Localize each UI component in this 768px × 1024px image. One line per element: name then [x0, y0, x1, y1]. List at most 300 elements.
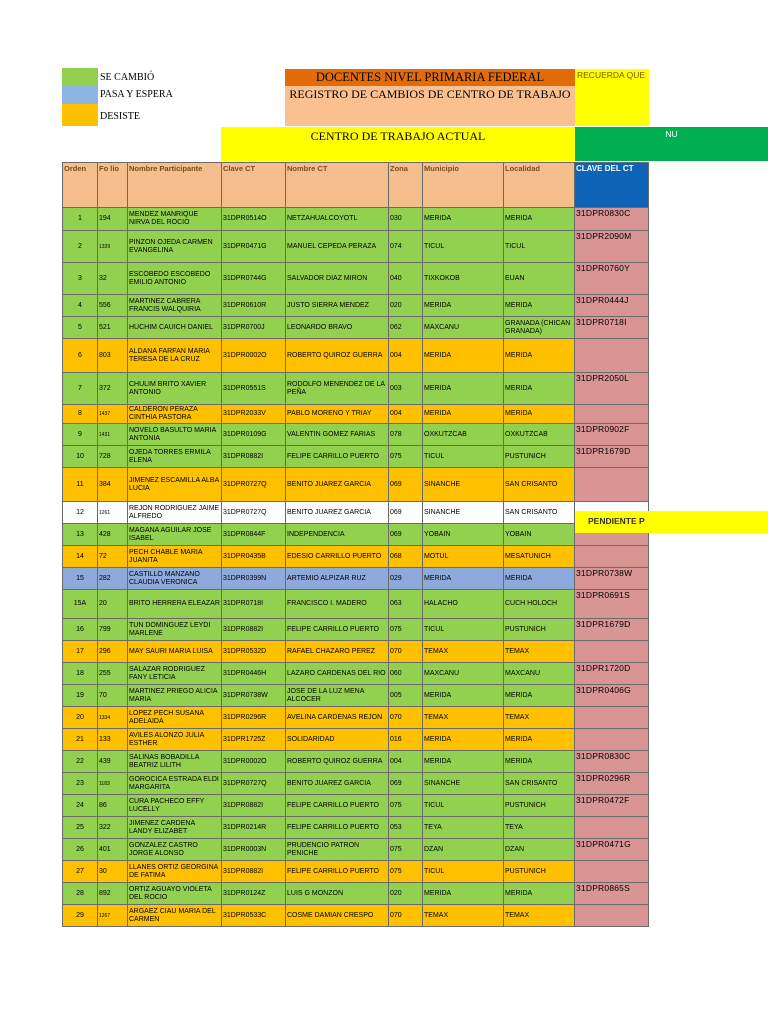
cell-municipio: MERIDA	[423, 339, 504, 373]
cell-localidad: MERIDA	[504, 751, 575, 773]
cell-zona: 016	[389, 729, 423, 751]
cell-clave-del-ct: 31DPR0406G	[575, 685, 649, 707]
cell-orden: 3	[63, 263, 98, 295]
cell-localidad: MERIDA	[504, 568, 575, 590]
cell-nombre-ct: VALENTIN GOMEZ FARIAS	[286, 424, 389, 446]
cell-orden: 29	[63, 905, 98, 927]
cell-zona: 003	[389, 373, 423, 405]
cell-clave: 31DPR0533C	[222, 905, 286, 927]
cell-folio: 296	[98, 641, 128, 663]
cell-orden: 7	[63, 373, 98, 405]
cell-nombre: GOROCICA ESTRADA ELDI MARGARITA	[128, 773, 222, 795]
cell-folio: 384	[98, 468, 128, 502]
cell-municipio: MERIDA	[423, 685, 504, 707]
cell-clave: 31DPR0882I	[222, 446, 286, 468]
cell-localidad: SAN CRISANTO	[504, 468, 575, 502]
cell-municipio: TICUL	[423, 795, 504, 817]
cell-municipio: MERIDA	[423, 883, 504, 905]
cell-nombre: JIMENEZ ESCAMILLA ALBA LUCIA	[128, 468, 222, 502]
cell-orden: 1	[63, 208, 98, 231]
cell-localidad: MERIDA	[504, 729, 575, 751]
cell-localidad: TICUL	[504, 231, 575, 263]
cell-localidad: MAXCANU	[504, 663, 575, 685]
cell-zona: 068	[389, 546, 423, 568]
cell-folio: 401	[98, 839, 128, 861]
cell-clave: 31DPR0882I	[222, 861, 286, 883]
table-row	[63, 729, 649, 751]
cell-folio: 799	[98, 619, 128, 641]
cell-municipio: DZAN	[423, 839, 504, 861]
cell-nombre: ALDANA FARFAN MARIA TERESA DE LA CRUZ	[128, 339, 222, 373]
cell-nombre: CURA PACHECO EFFY LUCELLY	[128, 795, 222, 817]
cell-clave: 31DPR0844F	[222, 524, 286, 546]
cell-municipio: TICUL	[423, 861, 504, 883]
cell-municipio: MERIDA	[423, 373, 504, 405]
cell-zona: 040	[389, 263, 423, 295]
cell-nombre: PECH CHABLE MARIA JUANITA	[128, 546, 222, 568]
cell-localidad: PUSTUNICH	[504, 446, 575, 468]
cell-zona: 075	[389, 795, 423, 817]
cell-folio: 521	[98, 317, 128, 339]
current-workplace-banner	[221, 127, 575, 161]
cell-municipio: MOTUL	[423, 546, 504, 568]
cell-orden: 15	[63, 568, 98, 590]
cell-folio: 86	[98, 795, 128, 817]
cell-folio: 194	[98, 208, 128, 231]
cell-nombre-ct: AVELINA CARDENAS REJON	[286, 707, 389, 729]
cell-orden: 18	[63, 663, 98, 685]
cell-localidad: PUSTUNICH	[504, 795, 575, 817]
cell-clave: 31DPR0002O	[222, 751, 286, 773]
cell-nombre-ct: BENITO JUAREZ GARCIA	[286, 502, 389, 524]
cell-nombre-ct: LAZARO CARDENAS DEL RIO	[286, 663, 389, 685]
cell-municipio: HALACHO	[423, 590, 504, 619]
cell-localidad: EUAN	[504, 263, 575, 295]
cell-orden: 25	[63, 817, 98, 839]
changes-table	[62, 162, 649, 927]
cell-localidad: MERIDA	[504, 405, 575, 424]
col-header-localidad: Localidad	[504, 163, 575, 208]
cell-folio: 20	[98, 590, 128, 619]
col-header-nombre-ct: Nombre CT	[286, 163, 389, 208]
cell-orden: 10	[63, 446, 98, 468]
cell-folio: 282	[98, 568, 128, 590]
col-header-folio: Fo lio	[98, 163, 128, 208]
cell-orden: 20	[63, 707, 98, 729]
cell-localidad: OXKUTZCAB	[504, 424, 575, 446]
cell-clave: 31DPR0399N	[222, 568, 286, 590]
cell-orden: 11	[63, 468, 98, 502]
cell-nombre-ct: RAFAEL CHAZARO PEREZ	[286, 641, 389, 663]
cell-localidad: CUCH HOLOCH	[504, 590, 575, 619]
cell-clave-del-ct	[575, 707, 649, 729]
cell-municipio: MERIDA	[423, 568, 504, 590]
table-row	[63, 502, 649, 524]
cell-municipio: MERIDA	[423, 751, 504, 773]
subtitle-box	[285, 86, 575, 126]
cell-nombre-ct: ROBERTO QUIROZ GUERRA	[286, 751, 389, 773]
cell-zona: 020	[389, 883, 423, 905]
cell-orden: 21	[63, 729, 98, 751]
cell-localidad: MERIDA	[504, 373, 575, 405]
cell-municipio: SINANCHE	[423, 502, 504, 524]
cell-orden: 15A	[63, 590, 98, 619]
cell-folio: 1437	[98, 405, 128, 424]
cell-zona: 063	[389, 590, 423, 619]
cell-folio: 803	[98, 339, 128, 373]
cell-localidad: YOBAIN	[504, 524, 575, 546]
table-header-row	[63, 163, 649, 208]
cell-clave-del-ct	[575, 405, 649, 424]
cell-nombre-ct: RODOLFO MENENDEZ DE LA PEÑA	[286, 373, 389, 405]
table-row	[63, 707, 649, 729]
cell-nombre: AVILES ALONZO JULIA ESTHER	[128, 729, 222, 751]
cell-clave: 31DPR0727Q	[222, 773, 286, 795]
legend-label-waiting: PASA Y ESPERA	[100, 89, 173, 100]
cell-nombre-ct: PRUDENCIO PATRON PENICHE	[286, 839, 389, 861]
cell-clave-del-ct	[575, 861, 649, 883]
cell-clave: 31DPR0514O	[222, 208, 286, 231]
cell-zona: 078	[389, 424, 423, 446]
cell-folio: 133	[98, 729, 128, 751]
table-row	[63, 424, 649, 446]
cell-nombre-ct: EDESIO CARRILLO PUERTO	[286, 546, 389, 568]
cell-municipio: TICUL	[423, 619, 504, 641]
cell-municipio: MAXCANU	[423, 663, 504, 685]
cell-municipio: MERIDA	[423, 729, 504, 751]
cell-nombre: SALINAS BOBADILLA BEATRIZ LILITH	[128, 751, 222, 773]
cell-municipio: MERIDA	[423, 405, 504, 424]
cell-nombre: GONZALEZ CASTRO JORGE ALONSO	[128, 839, 222, 861]
table-row	[63, 231, 649, 263]
cell-zona: 029	[389, 568, 423, 590]
cell-folio: 1183	[98, 773, 128, 795]
cell-nombre: PINZON OJEDA CARMEN EVANGELINA	[128, 231, 222, 263]
cell-zona: 070	[389, 641, 423, 663]
cell-clave: 31DPR0446H	[222, 663, 286, 685]
cell-orden: 17	[63, 641, 98, 663]
cell-municipio: TICUL	[423, 446, 504, 468]
cell-nombre: MARTINEZ PRIEGO ALICIA MARIA	[128, 685, 222, 707]
cell-nombre: REJON RODRIGUEZ JAIME ALFREDO	[128, 502, 222, 524]
cell-nombre-ct: COSME DAMIAN CRESPO	[286, 905, 389, 927]
cell-zona: 069	[389, 773, 423, 795]
cell-nombre: MENDEZ MANRIQUE NIRVA DEL ROCIO	[128, 208, 222, 231]
cell-nombre: ORTIZ AGUAYO VIOLETA DEL ROCIO	[128, 883, 222, 905]
cell-zona: 075	[389, 839, 423, 861]
recuerda-note	[575, 69, 649, 126]
cell-nombre: CHULIM BRITO XAVIER ANTONIO	[128, 373, 222, 405]
cell-nombre-ct: JOSE DE LA LUZ MENA ALCOCER	[286, 685, 389, 707]
cell-clave: 31DPR0882I	[222, 795, 286, 817]
cell-municipio: SINANCHE	[423, 773, 504, 795]
recuerda-text: RECUERDA QUE	[577, 70, 646, 80]
cell-clave-del-ct: 31DPR0830C	[575, 208, 649, 231]
cell-clave-del-ct: 31DPR0472F	[575, 795, 649, 817]
cell-municipio: MERIDA	[423, 208, 504, 231]
col-header-municipio: Municipio	[423, 163, 504, 208]
cell-nombre: MAGANA AGUILAR JOSE ISABEL	[128, 524, 222, 546]
cell-clave-del-ct: 31DPR0296R	[575, 773, 649, 795]
cell-clave-del-ct: 31DPR0830C	[575, 751, 649, 773]
cell-clave-del-ct	[575, 468, 649, 502]
cell-nombre: BRITO HERRERA ELEAZAR	[128, 590, 222, 619]
cell-zona: 060	[389, 663, 423, 685]
cell-zona: 069	[389, 524, 423, 546]
cell-clave-del-ct	[575, 339, 649, 373]
col-header-clave: Clave CT	[222, 163, 286, 208]
cell-nombre: LOPEZ PECH SUSANA ADELAIDA	[128, 707, 222, 729]
cell-localidad: SAN CRISANTO	[504, 773, 575, 795]
cell-municipio: TEYA	[423, 817, 504, 839]
table-row	[63, 839, 649, 861]
table-row	[63, 524, 649, 546]
cell-orden: 8	[63, 405, 98, 424]
table-row	[63, 446, 649, 468]
cell-orden: 4	[63, 295, 98, 317]
cell-municipio: MERIDA	[423, 295, 504, 317]
cell-clave: 31DPR0003N	[222, 839, 286, 861]
col-header-clave-del-ct: CLAVE DEL CT	[575, 163, 649, 208]
table-row	[63, 685, 649, 707]
cell-nombre-ct: LUIS G MONZON	[286, 883, 389, 905]
cell-folio: 1334	[98, 707, 128, 729]
cell-folio: 1261	[98, 502, 128, 524]
col-header-zona: Zona	[389, 163, 423, 208]
cell-zona: 075	[389, 446, 423, 468]
cell-folio: 439	[98, 751, 128, 773]
cell-nombre: ARGAEZ CIAU MARIA DEL CARMEN	[128, 905, 222, 927]
cell-clave-del-ct: 31DPR1720D	[575, 663, 649, 685]
cell-clave: 31DPR0727Q	[222, 468, 286, 502]
cell-zona: 070	[389, 707, 423, 729]
cell-clave: 31DPR0744G	[222, 263, 286, 295]
cell-clave-del-ct: 31DPR0902F	[575, 424, 649, 446]
table-row	[63, 339, 649, 373]
cell-clave: 31DPR2033V	[222, 405, 286, 424]
cell-nombre-ct: ROBERTO QUIROZ GUERRA	[286, 339, 389, 373]
cell-clave-del-ct: 31DPR0718I	[575, 317, 649, 339]
cell-folio: 70	[98, 685, 128, 707]
cell-orden: 14	[63, 546, 98, 568]
table-row	[63, 861, 649, 883]
table-row	[63, 208, 649, 231]
cell-clave-del-ct: 31DPR1679D	[575, 619, 649, 641]
cell-nombre: CASTILLO MANZANO CLAUDIA VERONICA	[128, 568, 222, 590]
cell-nombre-ct: JUSTO SIERRA MENDEZ	[286, 295, 389, 317]
cell-clave: 31DPR0296R	[222, 707, 286, 729]
cell-nombre-ct: SOLIDARIDAD	[286, 729, 389, 751]
cell-municipio: SINANCHE	[423, 468, 504, 502]
cell-localidad: DZAN	[504, 839, 575, 861]
cell-nombre-ct: NETZAHUALCOYOTL	[286, 208, 389, 231]
cell-zona: 053	[389, 817, 423, 839]
cell-folio: 428	[98, 524, 128, 546]
cell-orden: 9	[63, 424, 98, 446]
cell-nombre: TUN DOMINGUEZ LEYDI MARLENE	[128, 619, 222, 641]
cell-nombre: HUCHIM CAUICH DANIEL	[128, 317, 222, 339]
table-row	[63, 590, 649, 619]
cell-zona: 075	[389, 619, 423, 641]
cell-localidad: TEYA	[504, 817, 575, 839]
cell-folio: 372	[98, 373, 128, 405]
cell-localidad: MERIDA	[504, 208, 575, 231]
pending-note	[575, 511, 768, 533]
table-row	[63, 468, 649, 502]
cell-clave: 31DPR0882I	[222, 619, 286, 641]
cell-zona: 030	[389, 208, 423, 231]
cell-zona: 005	[389, 685, 423, 707]
table-row	[63, 751, 649, 773]
cell-folio: 1339	[98, 231, 128, 263]
cell-localidad: TEMAX	[504, 905, 575, 927]
table-row	[63, 263, 649, 295]
cell-localidad: MERIDA	[504, 295, 575, 317]
cell-clave: 31DPR0718I	[222, 590, 286, 619]
col-header-nombre: Nombre Participante	[128, 163, 222, 208]
table-row	[63, 317, 649, 339]
nu-label: NU	[665, 129, 678, 139]
pending-text: PENDIENTE P	[588, 516, 645, 526]
cell-clave-del-ct	[575, 729, 649, 751]
cell-nombre-ct: BENITO JUAREZ GARCIA	[286, 468, 389, 502]
cell-zona: 074	[389, 231, 423, 263]
table-row	[63, 546, 649, 568]
cell-clave-del-ct: 31DPR0738W	[575, 568, 649, 590]
cell-clave: 31DPR0124Z	[222, 883, 286, 905]
table-row	[63, 905, 649, 927]
cell-orden: 5	[63, 317, 98, 339]
cell-municipio: OXKUTZCAB	[423, 424, 504, 446]
cell-zona: 075	[389, 861, 423, 883]
cell-clave-del-ct	[575, 641, 649, 663]
cell-orden: 24	[63, 795, 98, 817]
cell-clave-del-ct	[575, 546, 649, 568]
cell-folio: 892	[98, 883, 128, 905]
cell-nombre: OJEDA TORRES ERMILA ELENA	[128, 446, 222, 468]
cell-nombre-ct: INDEPENDENCIA	[286, 524, 389, 546]
cell-orden: 27	[63, 861, 98, 883]
cell-zona: 070	[389, 905, 423, 927]
title-bar	[285, 69, 575, 86]
cell-folio: 1267	[98, 905, 128, 927]
cell-nombre-ct: FELIPE CARRILLO PUERTO	[286, 446, 389, 468]
cell-clave: 31DPR0532D	[222, 641, 286, 663]
cell-clave-del-ct: 31DPR2090M	[575, 231, 649, 263]
current-workplace-label: CENTRO DE TRABAJO ACTUAL	[310, 129, 486, 143]
cell-nombre: LLANES ORTIZ GEORGINA DE FATIMA	[128, 861, 222, 883]
cell-zona: 062	[389, 317, 423, 339]
cell-nombre-ct: MANUEL CEPEDA PERAZA	[286, 231, 389, 263]
cell-zona: 004	[389, 405, 423, 424]
cell-clave: 31DPR0700J	[222, 317, 286, 339]
cell-localidad: TEMAX	[504, 707, 575, 729]
cell-zona: 004	[389, 751, 423, 773]
table-row	[63, 883, 649, 905]
cell-clave: 31DPR0551S	[222, 373, 286, 405]
cell-localidad: TEMAX	[504, 641, 575, 663]
cell-orden: 19	[63, 685, 98, 707]
cell-folio: 728	[98, 446, 128, 468]
cell-clave-del-ct: 31DPR0760Y	[575, 263, 649, 295]
cell-municipio: MAXCANU	[423, 317, 504, 339]
cell-clave: 31DPR0471G	[222, 231, 286, 263]
page-title: DOCENTES NIVEL PRIMARIA FEDERAL	[315, 70, 545, 84]
cell-orden: 23	[63, 773, 98, 795]
cell-nombre-ct: BENITO JUAREZ GARCIA	[286, 773, 389, 795]
table-row	[63, 373, 649, 405]
cell-localidad: SAN CRISANTO	[504, 502, 575, 524]
cell-localidad: MESATUNICH	[504, 546, 575, 568]
cell-zona: 020	[389, 295, 423, 317]
cell-orden: 22	[63, 751, 98, 773]
cell-clave-del-ct: 31DPR0865S	[575, 883, 649, 905]
cell-localidad: GRANADA (CHICAN GRANADA)	[504, 317, 575, 339]
cell-clave: 31DPR0214R	[222, 817, 286, 839]
cell-folio: 556	[98, 295, 128, 317]
nu-banner	[575, 127, 768, 161]
cell-localidad: MERIDA	[504, 685, 575, 707]
cell-nombre-ct: ARTEMIO ALPIZAR RUZ	[286, 568, 389, 590]
cell-nombre-ct: PABLO MORENO Y TRIAY	[286, 405, 389, 424]
cell-municipio: YOBAIN	[423, 524, 504, 546]
cell-localidad: PUSTUNICH	[504, 861, 575, 883]
legend-label-changed: SE CAMBIÓ	[100, 72, 155, 83]
cell-localidad: MERIDA	[504, 883, 575, 905]
cell-orden: 26	[63, 839, 98, 861]
cell-folio: 32	[98, 263, 128, 295]
cell-folio: 72	[98, 546, 128, 568]
cell-clave-del-ct	[575, 905, 649, 927]
page-subtitle: REGISTRO DE CAMBIOS DE CENTRO DE TRABAJO	[289, 87, 571, 101]
cell-folio: 255	[98, 663, 128, 685]
cell-nombre-ct: FELIPE CARRILLO PUERTO	[286, 861, 389, 883]
cell-clave-del-ct: 31DPR0471G	[575, 839, 649, 861]
cell-nombre-ct: SALVADOR DIAZ MIRON	[286, 263, 389, 295]
cell-clave: 31DPR0002O	[222, 339, 286, 373]
cell-nombre: MAY SAURI MARIA LUISA	[128, 641, 222, 663]
cell-orden: 12	[63, 502, 98, 524]
cell-municipio: TEMAX	[423, 641, 504, 663]
cell-localidad: MERIDA	[504, 339, 575, 373]
table-row	[63, 817, 649, 839]
cell-orden: 2	[63, 231, 98, 263]
table-row	[63, 663, 649, 685]
cell-clave-del-ct: 31DPR1679D	[575, 446, 649, 468]
cell-folio: 30	[98, 861, 128, 883]
cell-nombre-ct: LEONARDO BRAVO	[286, 317, 389, 339]
cell-clave: 31DPR0610R	[222, 295, 286, 317]
cell-clave-del-ct	[575, 817, 649, 839]
table-row	[63, 405, 649, 424]
cell-nombre: ESCOBEDO ESCOBEDO EMILIO ANTONIO	[128, 263, 222, 295]
cell-municipio: TEMAX	[423, 905, 504, 927]
cell-clave: 31DPR0727Q	[222, 502, 286, 524]
cell-clave: 31DPR0435B	[222, 546, 286, 568]
table-row	[63, 795, 649, 817]
cell-localidad: PUSTUNICH	[504, 619, 575, 641]
cell-zona: 069	[389, 468, 423, 502]
cell-nombre-ct: FELIPE CARRILLO PUERTO	[286, 795, 389, 817]
legend-swatch-desiste	[62, 104, 98, 126]
cell-orden: 16	[63, 619, 98, 641]
cell-orden: 28	[63, 883, 98, 905]
cell-clave-del-ct: 31DPR2050L	[575, 373, 649, 405]
cell-clave: 31DPR0738W	[222, 685, 286, 707]
table-row	[63, 641, 649, 663]
table-row	[63, 773, 649, 795]
table-row	[63, 619, 649, 641]
